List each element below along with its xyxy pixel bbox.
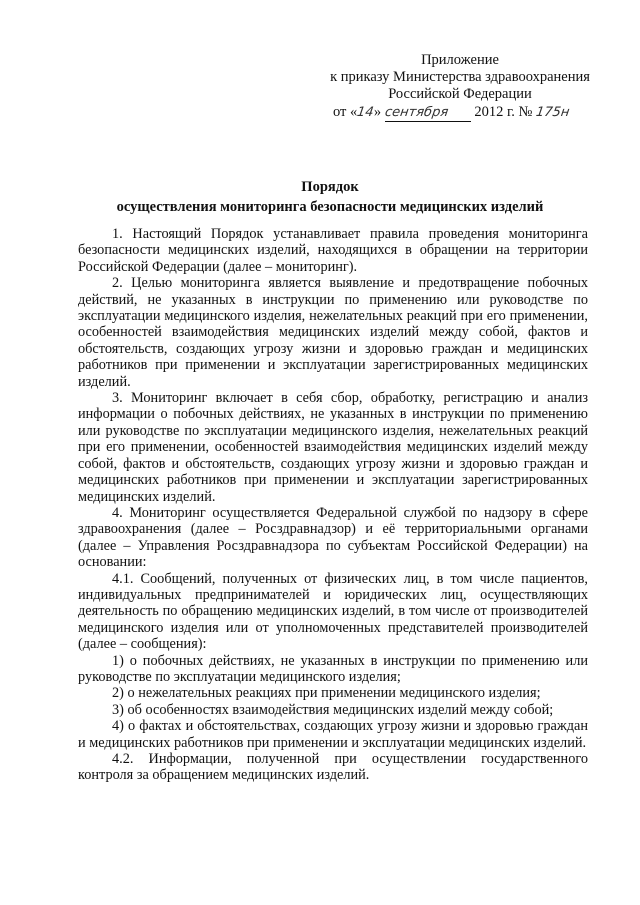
order-date-line <box>333 104 633 122</box>
date-prefix: от « <box>333 104 358 120</box>
paragraph: 3. Мониторинг включает в себя сбор, обработку, регистрацию и анализ информации о побочных действиях, не указанных в инструкции по применению или руководстве по эксплуатации медицинского изделия, нежелательных реакций при его применении, особенностей взаимодействия медицинских изделий между собой, фактов и обстоятельств, создающих угрозу жизни и здоровью граждан и медицинских работников при применении и эксплуатации зарегистрированных медицинских изделий. <box>78 390 588 505</box>
paragraph: 2. Целью мониторинга является выявление и предотвращение побочных действий, не указанных в инструкции по применению или руководстве по эксплуатации медицинского изделия, нежелательных реакций при его применении, особенностей взаимодействия медицинских изделий между собой, фактов и обстоятельств, создающих угрозу жизни и здоровью граждан и медицинских работников при применении и эксплуатации зарегистрированных медицинских изделий. <box>78 275 588 390</box>
document-title <box>60 177 600 217</box>
paragraph: 4. Мониторинг осуществляется Федеральной службой по надзору в сфере здравоохранения (далее – Росздравнадзор) и её территориальными органами (далее – Управления Росздравнадзора по субъектам Российской Федерации) на основании: <box>78 504 588 571</box>
appendix-country: Российской Федерации <box>388 86 532 102</box>
paragraph: 4.2. Информации, полученной при осуществлении государственного контроля за обращением медицинских изделий. <box>78 751 588 784</box>
date-mid: » <box>373 104 382 120</box>
appendix-header <box>300 52 620 103</box>
date-month-blank <box>385 104 471 122</box>
list-item: 2) о нежелательных реакциях при применении медицинского изделия; <box>112 685 541 702</box>
list-item: 4) о фактах и обстоятельствах, создающих угрозу жизни и здоровью граждан и медицинских работников при применении и эксплуатации медицинских изделий. <box>78 718 588 751</box>
paragraph: 1. Настоящий Порядок устанавливает правила проведения мониторинга безопасности медицинских изделий, находящихся в обращении на территории Российской Федерации (далее – мониторинг). <box>78 226 588 275</box>
title-line-2: осуществления мониторинга безопасности медицинских изделий <box>116 199 544 215</box>
list-item: 1) о побочных действиях, не указанных в инструкции по применению или руководстве по эксплуатации медицинского изделия; <box>78 652 588 685</box>
paragraph: 4.1. Сообщений, полученных от физических лиц, в том числе пациентов, индивидуальных предпринимателей и юридических лиц, осуществляющих деятельность по обращению медицинских изделий, в том числе от производителей медицинского изделия или от уполномоченных представителей производителей (далее – сообщения): <box>78 570 588 653</box>
date-day-handwritten: 14 <box>356 105 375 120</box>
date-month-handwritten: сентября <box>383 105 449 120</box>
title-line-1: Порядок <box>301 179 359 195</box>
order-number-handwritten: 175н <box>534 105 571 120</box>
date-year: 2012 г. № <box>474 104 533 120</box>
appendix-order-ref: к приказу Министерства здравоохранения <box>330 69 590 85</box>
document-body <box>78 226 588 784</box>
appendix-label: Приложение <box>421 52 499 68</box>
list-item: 3) об особенностях взаимодействия медицинских изделий между собой; <box>112 701 554 718</box>
